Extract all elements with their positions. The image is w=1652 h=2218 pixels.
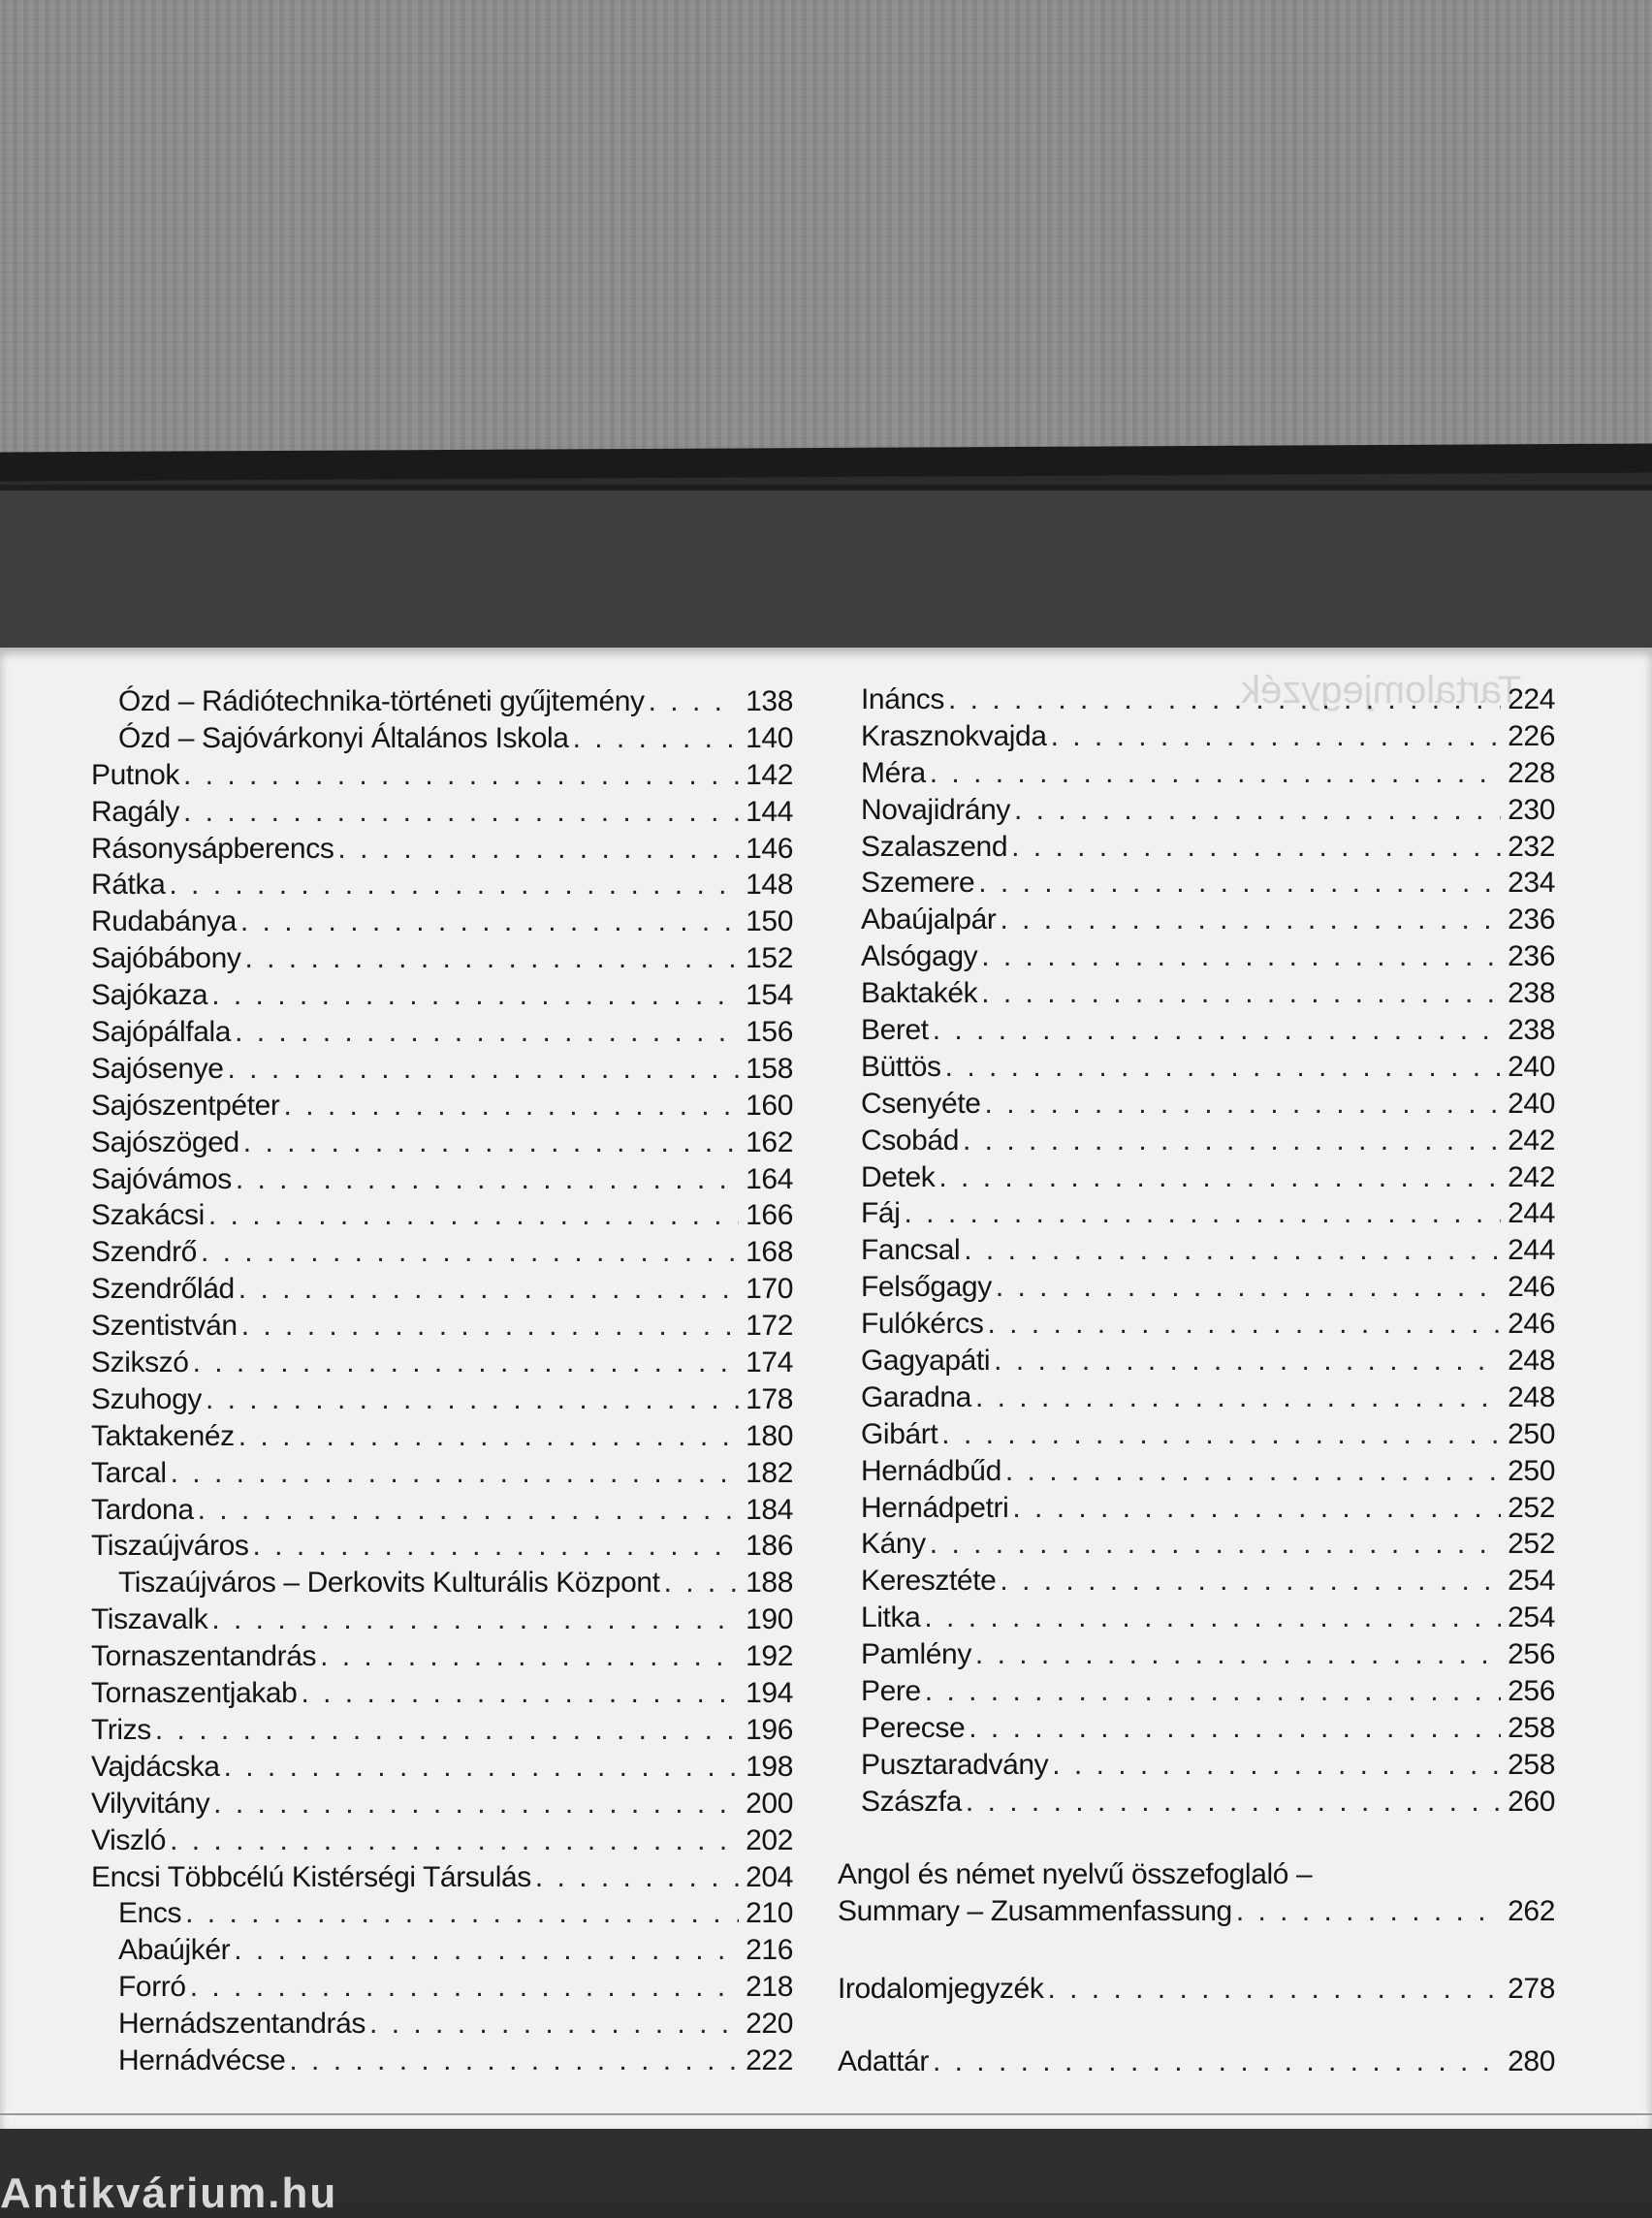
dot-leader bbox=[966, 1784, 1501, 1821]
toc-entry-page: 228 bbox=[1508, 756, 1555, 789]
toc-entry bbox=[861, 1343, 1555, 1379]
toc-entry-title: Büttös bbox=[861, 1050, 941, 1083]
toc-entry-title: Szemere bbox=[861, 867, 975, 900]
toc-entry-page: 160 bbox=[746, 1089, 793, 1122]
dot-leader bbox=[964, 1232, 1501, 1269]
toc-entry-title: Sajóvámos bbox=[91, 1162, 232, 1195]
dot-leader bbox=[963, 1123, 1501, 1159]
toc-entry bbox=[861, 1086, 1555, 1123]
toc-entry bbox=[91, 1014, 793, 1051]
toc-entry bbox=[91, 1381, 793, 1418]
toc-entry bbox=[91, 1822, 793, 1859]
dot-leader bbox=[185, 1895, 739, 1932]
dot-leader bbox=[1011, 829, 1501, 866]
toc-entry-page: 154 bbox=[746, 979, 793, 1012]
toc-entry-title: Tiszavalk bbox=[91, 1603, 208, 1636]
toc-entry-title: Csobád bbox=[861, 1124, 960, 1157]
toc-entry-page: 200 bbox=[746, 1787, 793, 1820]
toc-entry-page: 148 bbox=[746, 869, 793, 902]
toc-entry-page: 232 bbox=[1508, 830, 1555, 863]
toc-entry-page: 246 bbox=[1508, 1271, 1555, 1304]
toc-entry-title: Ózd – Sajóvárkonyi Általános Iskola bbox=[118, 721, 569, 754]
dot-leader bbox=[241, 1308, 739, 1345]
toc-entry-title: Ragály bbox=[91, 795, 179, 828]
toc-entry-title: Fancsal bbox=[861, 1234, 961, 1267]
dot-leader bbox=[981, 938, 1501, 975]
toc-entry bbox=[91, 1749, 793, 1786]
toc-entry-page: 186 bbox=[746, 1530, 793, 1563]
toc-entry-title: Szendrő bbox=[91, 1236, 197, 1269]
datastore-row bbox=[838, 2044, 1555, 2080]
toc-entry-title: Rudabánya bbox=[91, 905, 237, 938]
toc-entry-page: 182 bbox=[746, 1456, 793, 1489]
toc-entry-title: Hernádpetri bbox=[861, 1491, 1009, 1524]
toc-entry bbox=[91, 867, 793, 903]
dot-leader bbox=[969, 1710, 1501, 1747]
dot-leader bbox=[1012, 1490, 1501, 1527]
toc-entry bbox=[91, 683, 793, 720]
toc-entry bbox=[861, 1195, 1555, 1232]
dot-leader bbox=[236, 1161, 739, 1198]
datastore-page: 280 bbox=[1508, 2045, 1555, 2077]
toc-entry bbox=[91, 1565, 793, 1601]
dot-leader bbox=[933, 1012, 1501, 1049]
dot-leader bbox=[573, 720, 739, 757]
toc-entry-page: 152 bbox=[746, 942, 793, 975]
toc-entry-title: Fulókércs bbox=[861, 1308, 984, 1341]
toc-entry-page: 198 bbox=[746, 1750, 793, 1783]
toc-entry-page: 218 bbox=[746, 1971, 793, 2004]
toc-entry-page: 190 bbox=[746, 1603, 793, 1636]
dot-leader bbox=[1000, 1563, 1501, 1600]
toc-entry-page: 178 bbox=[746, 1382, 793, 1415]
summary-title: Summary – Zusammenfassung bbox=[838, 1895, 1232, 1927]
dot-leader bbox=[985, 1086, 1501, 1123]
toc-entry-page: 234 bbox=[1508, 867, 1555, 900]
toc-entry bbox=[861, 1049, 1555, 1086]
toc-entry bbox=[861, 1600, 1555, 1636]
dot-leader bbox=[941, 1416, 1501, 1453]
dot-leader bbox=[238, 1271, 739, 1308]
dot-leader bbox=[1051, 718, 1501, 755]
toc-entry bbox=[91, 1088, 793, 1125]
dot-leader bbox=[535, 1859, 739, 1896]
dot-leader bbox=[206, 1381, 739, 1418]
toc-entry-page: 250 bbox=[1508, 1454, 1555, 1487]
toc-entry-title: Hernádvécse bbox=[118, 2044, 286, 2076]
toc-entry-page: 252 bbox=[1508, 1528, 1555, 1561]
toc-entry bbox=[861, 1232, 1555, 1269]
toc-entry-title: Taktakenéz bbox=[91, 1419, 235, 1452]
toc-entry-title: Viszló bbox=[91, 1823, 167, 1856]
toc-entry bbox=[861, 1453, 1555, 1490]
dot-leader bbox=[1047, 1971, 1501, 2008]
toc-entry-page: 242 bbox=[1508, 1124, 1555, 1157]
dot-leader bbox=[924, 1600, 1501, 1636]
toc-entry-page: 254 bbox=[1508, 1565, 1555, 1598]
toc-entry bbox=[91, 1455, 793, 1492]
toc-entry-page: 236 bbox=[1508, 903, 1555, 936]
toc-entry-page: 156 bbox=[746, 1016, 793, 1049]
toc-entry-title: Fáj bbox=[861, 1197, 901, 1230]
dot-leader bbox=[649, 683, 739, 720]
toc-entry bbox=[861, 1123, 1555, 1159]
dot-leader bbox=[169, 867, 739, 903]
toc-entry-page: 222 bbox=[746, 2044, 793, 2076]
dot-leader bbox=[201, 1234, 739, 1271]
dot-leader bbox=[337, 831, 739, 868]
toc-entry-page: 150 bbox=[746, 905, 793, 938]
toc-entry-page: 172 bbox=[746, 1310, 793, 1343]
toc-entry-title: Krasznokvajda bbox=[861, 719, 1047, 752]
toc-entry-title: Kány bbox=[861, 1528, 926, 1561]
toc-entry-title: Novajidrány bbox=[861, 793, 1011, 826]
toc-entry-page: 210 bbox=[746, 1897, 793, 1930]
toc-entry-page: 162 bbox=[746, 1125, 793, 1158]
toc-entry bbox=[861, 1673, 1555, 1710]
toc-entry-title: Alsógagy bbox=[861, 940, 978, 973]
toc-entry bbox=[861, 1306, 1555, 1343]
toc-entry-page: 258 bbox=[1508, 1748, 1555, 1781]
toc-entry bbox=[91, 1125, 793, 1161]
dot-leader bbox=[1014, 792, 1501, 829]
toc-entry-page: 246 bbox=[1508, 1308, 1555, 1341]
bibliography-title: Irodalomjegyzék bbox=[838, 1973, 1044, 2005]
toc-entry-title: Sajópálfala bbox=[91, 1016, 232, 1049]
toc-entry-title: Szuhogy bbox=[91, 1382, 202, 1415]
toc-left-column bbox=[91, 683, 793, 2079]
toc-entry bbox=[91, 1638, 793, 1675]
dot-leader bbox=[284, 1088, 739, 1125]
toc-entry-title: Tornaszentandrás bbox=[91, 1640, 317, 1673]
toc-entry-page: 138 bbox=[746, 685, 793, 717]
toc-entry-title: Tiszaújváros bbox=[91, 1530, 249, 1563]
toc-entry bbox=[91, 1161, 793, 1198]
dot-leader bbox=[994, 1343, 1501, 1379]
datastore-title: Adattár bbox=[838, 2045, 929, 2077]
dot-leader bbox=[925, 1673, 1501, 1710]
dot-leader bbox=[1005, 1453, 1501, 1490]
toc-entry-page: 250 bbox=[1508, 1417, 1555, 1450]
dot-leader bbox=[987, 1306, 1501, 1343]
toc-entry-title: Keresztéte bbox=[861, 1565, 997, 1598]
toc-entry bbox=[91, 794, 793, 831]
dot-leader bbox=[240, 903, 739, 940]
toc-entry-title: Vajdácska bbox=[91, 1750, 220, 1783]
toc-entry-page: 240 bbox=[1508, 1087, 1555, 1120]
toc-entry-page: 166 bbox=[746, 1199, 793, 1232]
toc-entry-page: 170 bbox=[746, 1273, 793, 1306]
dot-leader bbox=[301, 1675, 739, 1712]
toc-entry-title: Detek bbox=[861, 1160, 936, 1193]
dot-leader bbox=[981, 975, 1501, 1012]
toc-entry-page: 180 bbox=[746, 1419, 793, 1452]
toc-entry bbox=[91, 1234, 793, 1271]
toc-entry-title: Ózd – Rádiótechnika-történeti gyűjtemény bbox=[118, 685, 645, 717]
toc-entry-page: 258 bbox=[1508, 1711, 1555, 1744]
dot-leader bbox=[904, 1195, 1501, 1232]
toc-entry-page: 202 bbox=[746, 1823, 793, 1856]
toc-entry-title: Gagyapáti bbox=[861, 1345, 991, 1378]
toc-entry bbox=[91, 1969, 793, 2006]
toc-entry bbox=[91, 1932, 793, 1969]
toc-entry-title: Ináncs bbox=[861, 683, 944, 715]
toc-entry-page: 140 bbox=[746, 721, 793, 754]
toc-entry bbox=[91, 1418, 793, 1455]
toc-entry bbox=[91, 720, 793, 757]
dot-leader bbox=[238, 1418, 739, 1455]
toc-entry-page: 192 bbox=[746, 1640, 793, 1673]
toc-entry bbox=[91, 1712, 793, 1749]
toc-entry bbox=[91, 1051, 793, 1088]
toc-entry-page: 144 bbox=[746, 795, 793, 828]
toc-entry-title: Szendrőlád bbox=[91, 1273, 235, 1306]
toc-entry bbox=[861, 1159, 1555, 1196]
toc-entry bbox=[91, 1345, 793, 1381]
toc-entry-page: 194 bbox=[746, 1677, 793, 1710]
toc-entry bbox=[91, 903, 793, 940]
bibliography-page: 278 bbox=[1508, 1973, 1555, 2005]
toc-entry-page: 164 bbox=[746, 1162, 793, 1195]
toc-entry-page: 256 bbox=[1508, 1638, 1555, 1671]
toc-entry bbox=[91, 1271, 793, 1308]
dot-leader bbox=[193, 1345, 739, 1381]
dot-leader bbox=[234, 1932, 739, 1969]
toc-entry-title: Szászfa bbox=[861, 1785, 962, 1818]
book-cover-band bbox=[0, 485, 1652, 655]
toc-entry-title: Pamlény bbox=[861, 1638, 971, 1671]
toc-entry-title: Szalaszend bbox=[861, 830, 1008, 863]
dot-leader bbox=[170, 1822, 739, 1859]
toc-entry bbox=[91, 1308, 793, 1345]
toc-entry bbox=[861, 718, 1555, 755]
toc-entry bbox=[861, 1379, 1555, 1416]
toc-bibliography-entry bbox=[838, 1971, 1555, 2008]
toc-entry-page: 146 bbox=[746, 832, 793, 865]
toc-entry bbox=[861, 938, 1555, 975]
toc-entry bbox=[861, 1416, 1555, 1453]
toc-entry-page: 168 bbox=[746, 1236, 793, 1269]
toc-entry-page: 254 bbox=[1508, 1601, 1555, 1634]
toc-entry-title: Sajóbábony bbox=[91, 942, 241, 975]
dot-leader bbox=[190, 1969, 739, 2006]
toc-entry-title: Hernádbűd bbox=[861, 1454, 1001, 1487]
toc-entry bbox=[861, 865, 1555, 902]
toc-entry-page: 236 bbox=[1508, 940, 1555, 973]
toc-entry bbox=[861, 1747, 1555, 1784]
toc-entry bbox=[861, 1636, 1555, 1673]
background-surface bbox=[0, 0, 1652, 456]
toc-entry bbox=[861, 1269, 1555, 1306]
dot-leader bbox=[224, 1749, 739, 1786]
toc-entry bbox=[91, 2043, 793, 2079]
toc-entry bbox=[91, 831, 793, 868]
dot-leader bbox=[243, 1125, 739, 1161]
toc-entry-title: Felsőgagy bbox=[861, 1271, 992, 1304]
dot-leader bbox=[289, 2043, 739, 2079]
summary-line-1: Angol és német nyelvű összefoglaló – bbox=[838, 1858, 1313, 1890]
dot-leader bbox=[1052, 1747, 1501, 1784]
toc-entry-page: 230 bbox=[1508, 793, 1555, 826]
dot-leader bbox=[930, 755, 1501, 792]
toc-entry-page: 184 bbox=[746, 1493, 793, 1526]
bleed-through-heading: Tartalomjegyzék bbox=[1241, 669, 1522, 712]
toc-entry-page: 174 bbox=[746, 1347, 793, 1379]
summary-page: 262 bbox=[1508, 1895, 1555, 1927]
toc-entry bbox=[861, 1526, 1555, 1563]
toc-entry-page: 226 bbox=[1508, 719, 1555, 752]
toc-entry-page: 238 bbox=[1508, 1014, 1555, 1047]
dot-leader bbox=[235, 1014, 739, 1051]
dot-leader bbox=[211, 1601, 739, 1638]
dot-leader bbox=[948, 681, 1501, 718]
toc-entry-title: Pere bbox=[861, 1675, 921, 1708]
toc-entry-title: Trizs bbox=[91, 1713, 151, 1746]
toc-entry bbox=[91, 1492, 793, 1529]
toc-entry-page: 220 bbox=[746, 2008, 793, 2041]
toc-entry-title: Vilyvitány bbox=[91, 1787, 210, 1820]
toc-entry-title: Szakácsi bbox=[91, 1199, 205, 1232]
toc-entry-title: Pusztaradvány bbox=[861, 1748, 1049, 1781]
toc-entry-title: Baktakék bbox=[861, 977, 978, 1010]
toc-entry-title: Perecse bbox=[861, 1711, 966, 1744]
toc-entry-title: Forró bbox=[118, 1971, 186, 2004]
toc-entry-page: 256 bbox=[1508, 1675, 1555, 1708]
toc-entry bbox=[91, 757, 793, 794]
toc-entry-title: Putnok bbox=[91, 758, 179, 791]
dot-leader bbox=[945, 1049, 1501, 1086]
toc-entry-page: 224 bbox=[1508, 683, 1555, 715]
toc-entry bbox=[861, 1490, 1555, 1527]
toc-entry-page: 248 bbox=[1508, 1345, 1555, 1378]
toc-entry bbox=[91, 1528, 793, 1565]
toc-entry-page: 216 bbox=[746, 1934, 793, 1967]
toc-entry-page: 248 bbox=[1508, 1380, 1555, 1413]
toc-entry-title: Tiszaújváros – Derkovits Kulturális Központ bbox=[118, 1567, 660, 1600]
dot-leader bbox=[211, 977, 739, 1014]
dot-leader bbox=[978, 865, 1501, 902]
dot-leader bbox=[155, 1712, 739, 1749]
dot-leader bbox=[208, 1197, 739, 1234]
toc-entry-page: 242 bbox=[1508, 1160, 1555, 1193]
summary-line-2 bbox=[838, 1893, 1555, 1930]
toc-entry bbox=[861, 902, 1555, 938]
toc-entry-title: Garadna bbox=[861, 1380, 971, 1413]
toc-entry-page: 188 bbox=[746, 1567, 793, 1600]
toc-entry bbox=[91, 1675, 793, 1712]
toc-entry-title: Szikszó bbox=[91, 1347, 189, 1379]
toc-entry bbox=[861, 829, 1555, 866]
toc-datastore-entry bbox=[838, 2044, 1555, 2080]
toc-entry bbox=[861, 792, 1555, 829]
dot-leader bbox=[320, 1638, 739, 1675]
toc-entry-page: 260 bbox=[1508, 1785, 1555, 1818]
toc-entry-page: 204 bbox=[746, 1860, 793, 1893]
dot-leader bbox=[183, 794, 739, 831]
toc-entry-title: Abaújkér bbox=[118, 1934, 231, 1967]
toc-entry-title: Tornaszentjakab bbox=[91, 1677, 298, 1710]
toc-entry bbox=[91, 2006, 793, 2043]
page-bottom-edge bbox=[0, 2113, 1652, 2115]
dot-leader bbox=[252, 1528, 739, 1565]
toc-entry bbox=[861, 681, 1555, 718]
toc-entry bbox=[91, 940, 793, 977]
toc-entry-title: Tardona bbox=[91, 1493, 194, 1526]
toc-entry-page: 244 bbox=[1508, 1197, 1555, 1230]
bibliography-row bbox=[838, 1971, 1555, 2008]
toc-entry-title: Abaújalpár bbox=[861, 903, 997, 936]
toc-entry bbox=[91, 1197, 793, 1234]
toc-entry-title: Tarcal bbox=[91, 1456, 167, 1489]
toc-entry bbox=[861, 1012, 1555, 1049]
dot-leader bbox=[369, 2006, 739, 2043]
toc-entry-title: Sajókaza bbox=[91, 979, 208, 1012]
toc-entry-title: Sajószentpéter bbox=[91, 1089, 280, 1122]
toc-entry-title: Litka bbox=[861, 1601, 921, 1634]
toc-entry-title: Hernádszentandrás bbox=[118, 2008, 366, 2041]
dot-leader bbox=[244, 940, 739, 977]
toc-entry bbox=[91, 977, 793, 1014]
dot-leader bbox=[975, 1379, 1501, 1416]
dot-leader bbox=[198, 1492, 739, 1529]
toc-entry-title: Csenyéte bbox=[861, 1087, 981, 1120]
toc-entry-title: Rásonysápberencs bbox=[91, 832, 334, 865]
toc-entry-title: Beret bbox=[861, 1014, 929, 1047]
dot-leader bbox=[938, 1159, 1501, 1196]
dot-leader bbox=[183, 757, 739, 794]
watermark: Antikvárium.hu bbox=[0, 2170, 338, 2217]
toc-entry bbox=[91, 1601, 793, 1638]
dot-leader bbox=[930, 1526, 1501, 1563]
toc-entry-title: Méra bbox=[861, 756, 926, 789]
toc-entry-page: 158 bbox=[746, 1052, 793, 1085]
dot-leader bbox=[171, 1455, 739, 1492]
toc-entry bbox=[91, 1786, 793, 1822]
toc-entry-title: Sajószöged bbox=[91, 1125, 239, 1158]
dot-leader bbox=[228, 1051, 740, 1088]
toc-entry-page: 240 bbox=[1508, 1050, 1555, 1083]
toc-entry-page: 142 bbox=[746, 758, 793, 791]
toc-entry-title: Gibárt bbox=[861, 1417, 938, 1450]
toc-entry-page: 196 bbox=[746, 1713, 793, 1746]
toc-entry-title: Encs bbox=[118, 1897, 182, 1930]
toc-entry-title: Szentistván bbox=[91, 1310, 238, 1343]
toc-entry bbox=[91, 1895, 793, 1932]
dot-leader bbox=[975, 1636, 1501, 1673]
toc-summary-entry bbox=[838, 1856, 1555, 1930]
toc-entry-title: Encsi Többcélú Kistérségi Társulás bbox=[91, 1860, 531, 1893]
toc-entry-page: 244 bbox=[1508, 1234, 1555, 1267]
dot-leader bbox=[1000, 902, 1501, 938]
toc-right-column bbox=[861, 681, 1555, 1821]
toc-entry bbox=[861, 1784, 1555, 1821]
dot-leader bbox=[933, 2044, 1501, 2080]
toc-entry-page: 252 bbox=[1508, 1491, 1555, 1524]
toc-entry bbox=[861, 1710, 1555, 1747]
dot-leader bbox=[213, 1786, 739, 1822]
dot-leader bbox=[1236, 1893, 1501, 1930]
toc-entry bbox=[861, 755, 1555, 792]
toc-entry-title: Sajósenye bbox=[91, 1052, 224, 1085]
dot-leader bbox=[996, 1269, 1501, 1306]
toc-entry bbox=[91, 1859, 793, 1896]
toc-entry bbox=[861, 1563, 1555, 1600]
toc-entry-page: 238 bbox=[1508, 977, 1555, 1010]
toc-entry-title: Rátka bbox=[91, 869, 166, 902]
dot-leader bbox=[664, 1565, 739, 1601]
toc-entry bbox=[861, 975, 1555, 1012]
